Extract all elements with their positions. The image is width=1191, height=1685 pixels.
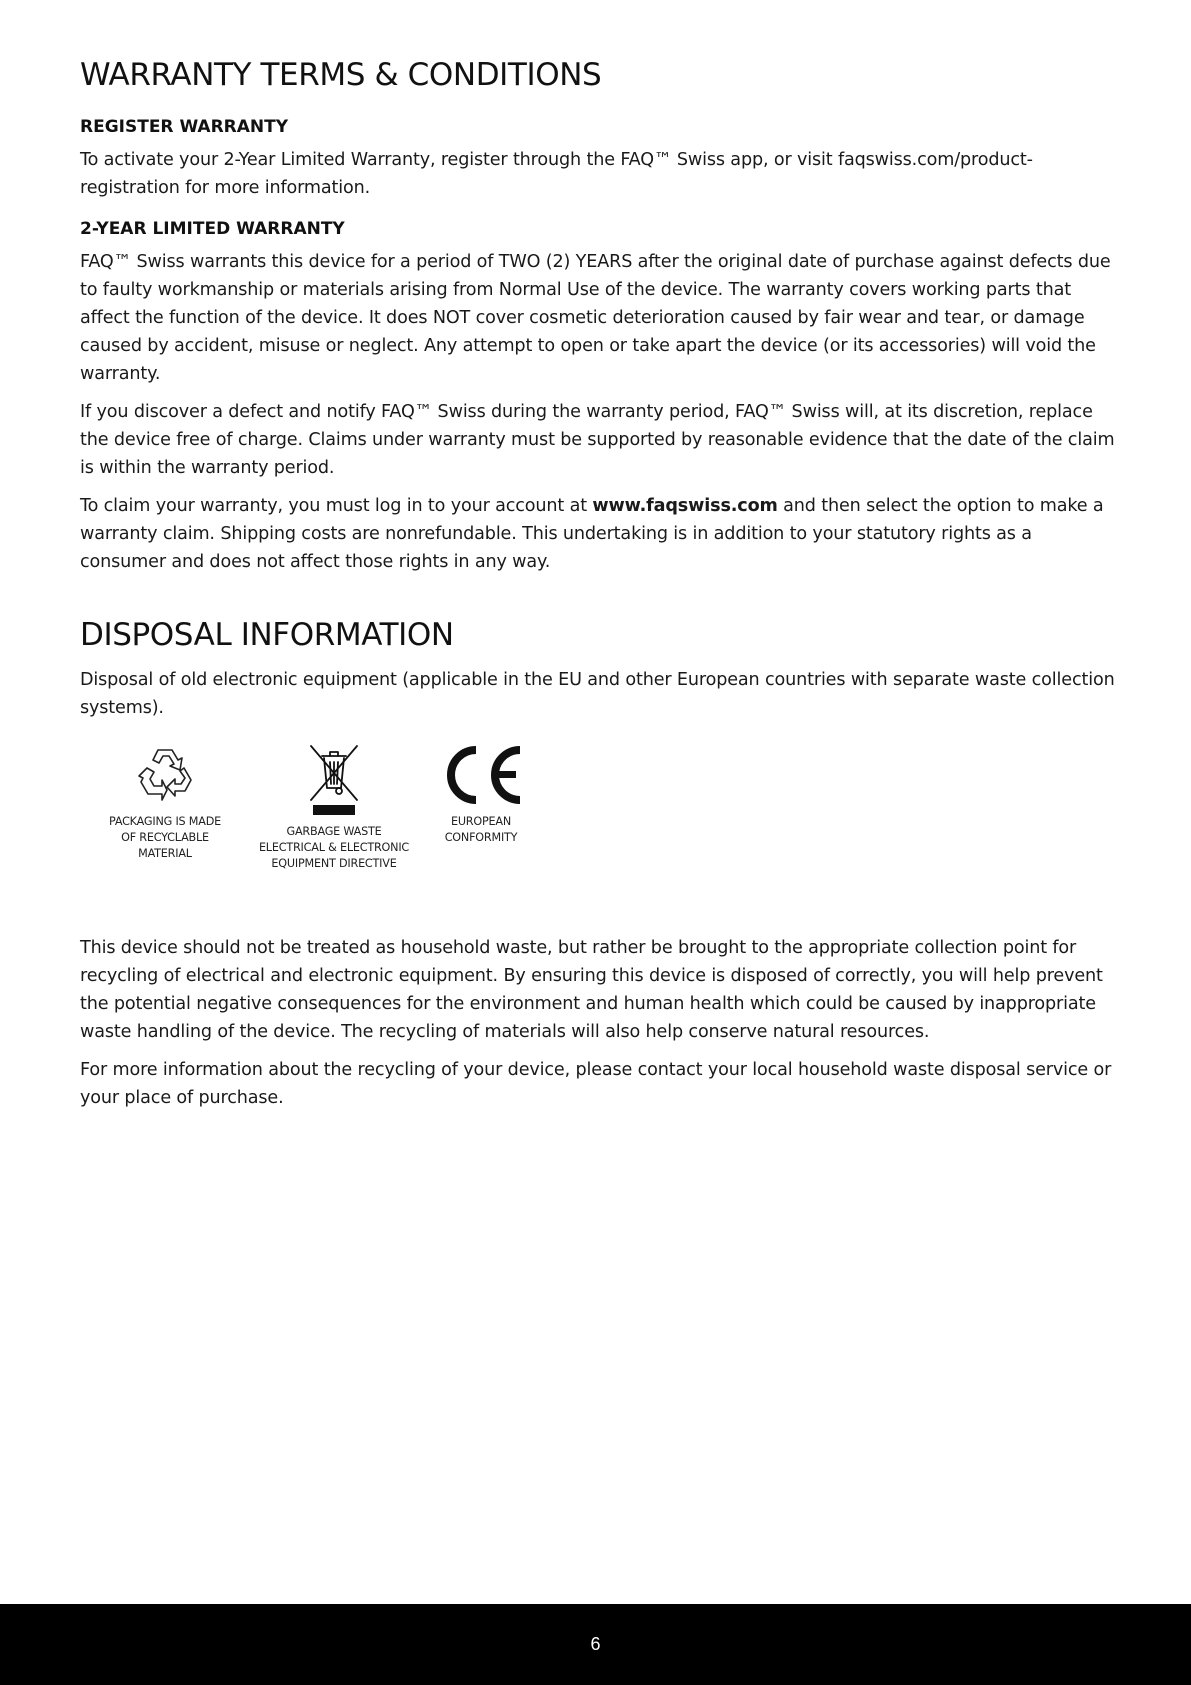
register-warranty-heading: REGISTER WARRANTY xyxy=(80,117,289,137)
page-content xyxy=(80,56,1120,1112)
caption-line: ELECTRICAL & ELECTRONIC xyxy=(258,841,410,854)
caption-line: PACKAGING IS MADE xyxy=(108,815,221,828)
symbol-ce-conformity xyxy=(426,744,536,846)
caption-line: OF RECYCLABLE xyxy=(121,831,209,844)
limited-warranty-paragraph: If you discover a defect and notify FAQ™ Swiss during the warranty period, FAQ™ Swiss will, at its discretion, replace the device free of charge. Claims under warranty must be supported by reasonable evidence that the date of the claim is within the warranty period. xyxy=(80,402,1115,478)
recycle-caption xyxy=(98,814,232,862)
caption-line: MATERIAL xyxy=(138,847,192,860)
disposal-paragraph: This device should not be treated as household waste, but rather be brought to the appropriate collection point for recycling of electrical and electronic equipment. By ensuring this device is disposed of correctly, you will help prevent the potential negative consequences for the environment and human health which could be caused by inappropriate waste handling of the device. The recycling of materials will also help conserve natural resources. xyxy=(80,938,1103,1042)
disposal-symbols xyxy=(80,744,640,922)
limited-warranty-heading: 2-YEAR LIMITED WARRANTY xyxy=(80,219,345,239)
page-footer xyxy=(0,1604,1191,1685)
recycle-icon xyxy=(134,744,196,806)
faqswiss-link[interactable]: www.faqswiss.com xyxy=(592,496,778,516)
page-number: 6 xyxy=(590,1634,601,1654)
weee-caption xyxy=(250,824,418,872)
limited-warranty-paragraph: FAQ™ Swiss warrants this device for a period of TWO (2) YEARS after the original date of purchase against defects due to faulty workmanship or materials arising from Normal Use of the device. The warranty covers working parts that affect the function of the device. It does NOT cover cosmetic deterioration caused by fair wear and tear, or damage caused by accident, misuse or neglect. Any attempt to open or take apart the device (or its accessories) will void the warranty. xyxy=(80,252,1111,384)
caption-line: GARBAGE WASTE xyxy=(286,825,382,838)
disposal-intro: Disposal of old electronic equipment (applicable in the EU and other European countries with separate waste collection systems). xyxy=(80,670,1115,718)
disposal-title: DISPOSAL INFORMATION xyxy=(80,617,454,653)
symbol-packaging-recyclable xyxy=(98,744,232,862)
caption-line: CONFORMITY xyxy=(444,831,518,844)
crossed-bin-icon xyxy=(306,744,362,816)
ce-caption xyxy=(426,814,536,846)
claim-text-start: To claim your warranty, you must log in to your account at xyxy=(80,496,593,516)
symbol-weee-directive xyxy=(250,744,418,872)
warranty-title: WARRANTY TERMS & CONDITIONS xyxy=(80,57,602,93)
ce-mark-icon xyxy=(438,744,524,806)
register-warranty-text: To activate your 2-Year Limited Warranty, register through the FAQ™ Swiss app, or visit faqswiss.com/product-registration for more information. xyxy=(80,150,1033,198)
claim-text-end: and then select the option to make a warranty claim. Shipping costs are nonrefundable. This undertaking is in addition to your statutory rights as a consumer and does not affect those rights in any way. xyxy=(80,496,1104,572)
caption-line: EUROPEAN xyxy=(450,815,512,828)
warranty-claim-paragraph xyxy=(80,492,1120,576)
disposal-contact-paragraph: For more information about the recycling of your device, please contact your local household waste disposal service or your place of purchase. xyxy=(80,1060,1112,1108)
caption-line: EQUIPMENT DIRECTIVE xyxy=(271,857,397,870)
